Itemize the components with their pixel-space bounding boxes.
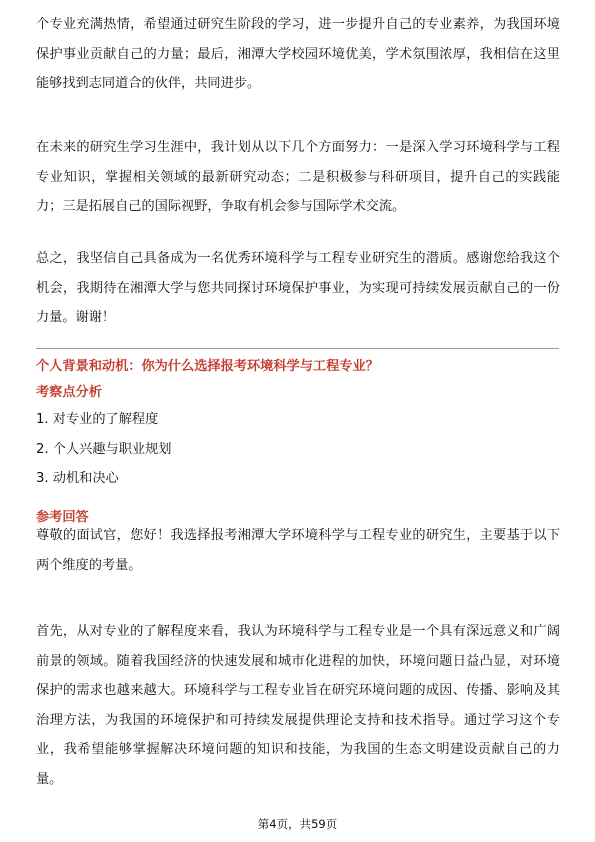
intro-paragraph-3: 总之，我坚信自己具备成为一名优秀环境科学与工程专业研究生的潜质。感谢您给我这个机会，我期待在湘潭大学与您共同探讨环境保护事业，为实现可持续发展贡献自己的一份力量。谢谢！	[36, 251, 560, 325]
page-number: 第4页，共59页	[257, 817, 338, 831]
answer-paragraph-2: 首先，从对专业的了解程度来看，我认为环境科学与工程专业是一个具有深远意义和广阔前景的领域。随着我国经济的快速发展和城市化进程的加快，环境问题日益凸显，对环境保护的需求也越来越大。环境科学与工程专业旨在研究环境问题的成因、传播、影响及其治理方法，为我国的环境保护和可持续发展提供理论支持和技术指导。通过学习这个专业，我希望能够掌握解决环境问题的知识和技能，为我国的生态文明建设贡献自己的力量。	[36, 624, 560, 787]
question-title: 个人背景和动机：你为什么选择报考环境科学与工程专业？	[36, 359, 379, 374]
analysis-point-2: 2. 个人兴趣与职业规划	[36, 442, 172, 457]
analysis-point-1: 1. 对专业的了解程度	[36, 412, 159, 427]
intro-paragraph-2: 在未来的研究生学习生涯中，我计划从以下几个方面努力：一是深入学习环境科学与工程专业知识，掌握相关领域的最新研究动态；二是积极参与科研项目，提升自己的实践能力；三是拓展自己的国际视野，争取有机会参与国际学术交流。	[36, 140, 560, 214]
answer-label: 参考回答	[36, 510, 89, 525]
analysis-label: 考察点分析	[36, 385, 102, 400]
answer-paragraph-1: 尊敬的面试官，您好！我选择报考湘潭大学环境科学与工程专业的研究生，主要基于以下两个维度的考量。	[36, 528, 560, 573]
section-divider	[36, 348, 559, 349]
intro-paragraph-1: 个专业充满热情，希望通过研究生阶段的学习，进一步提升自己的专业素养，为我国环境保护事业贡献自己的力量；最后，湘潭大学校园环境优美，学术氛围浓厚，我相信在这里能够找到志同道合的伙伴，共同进步。	[36, 17, 560, 91]
analysis-point-3: 3. 动机和决心	[36, 471, 119, 486]
